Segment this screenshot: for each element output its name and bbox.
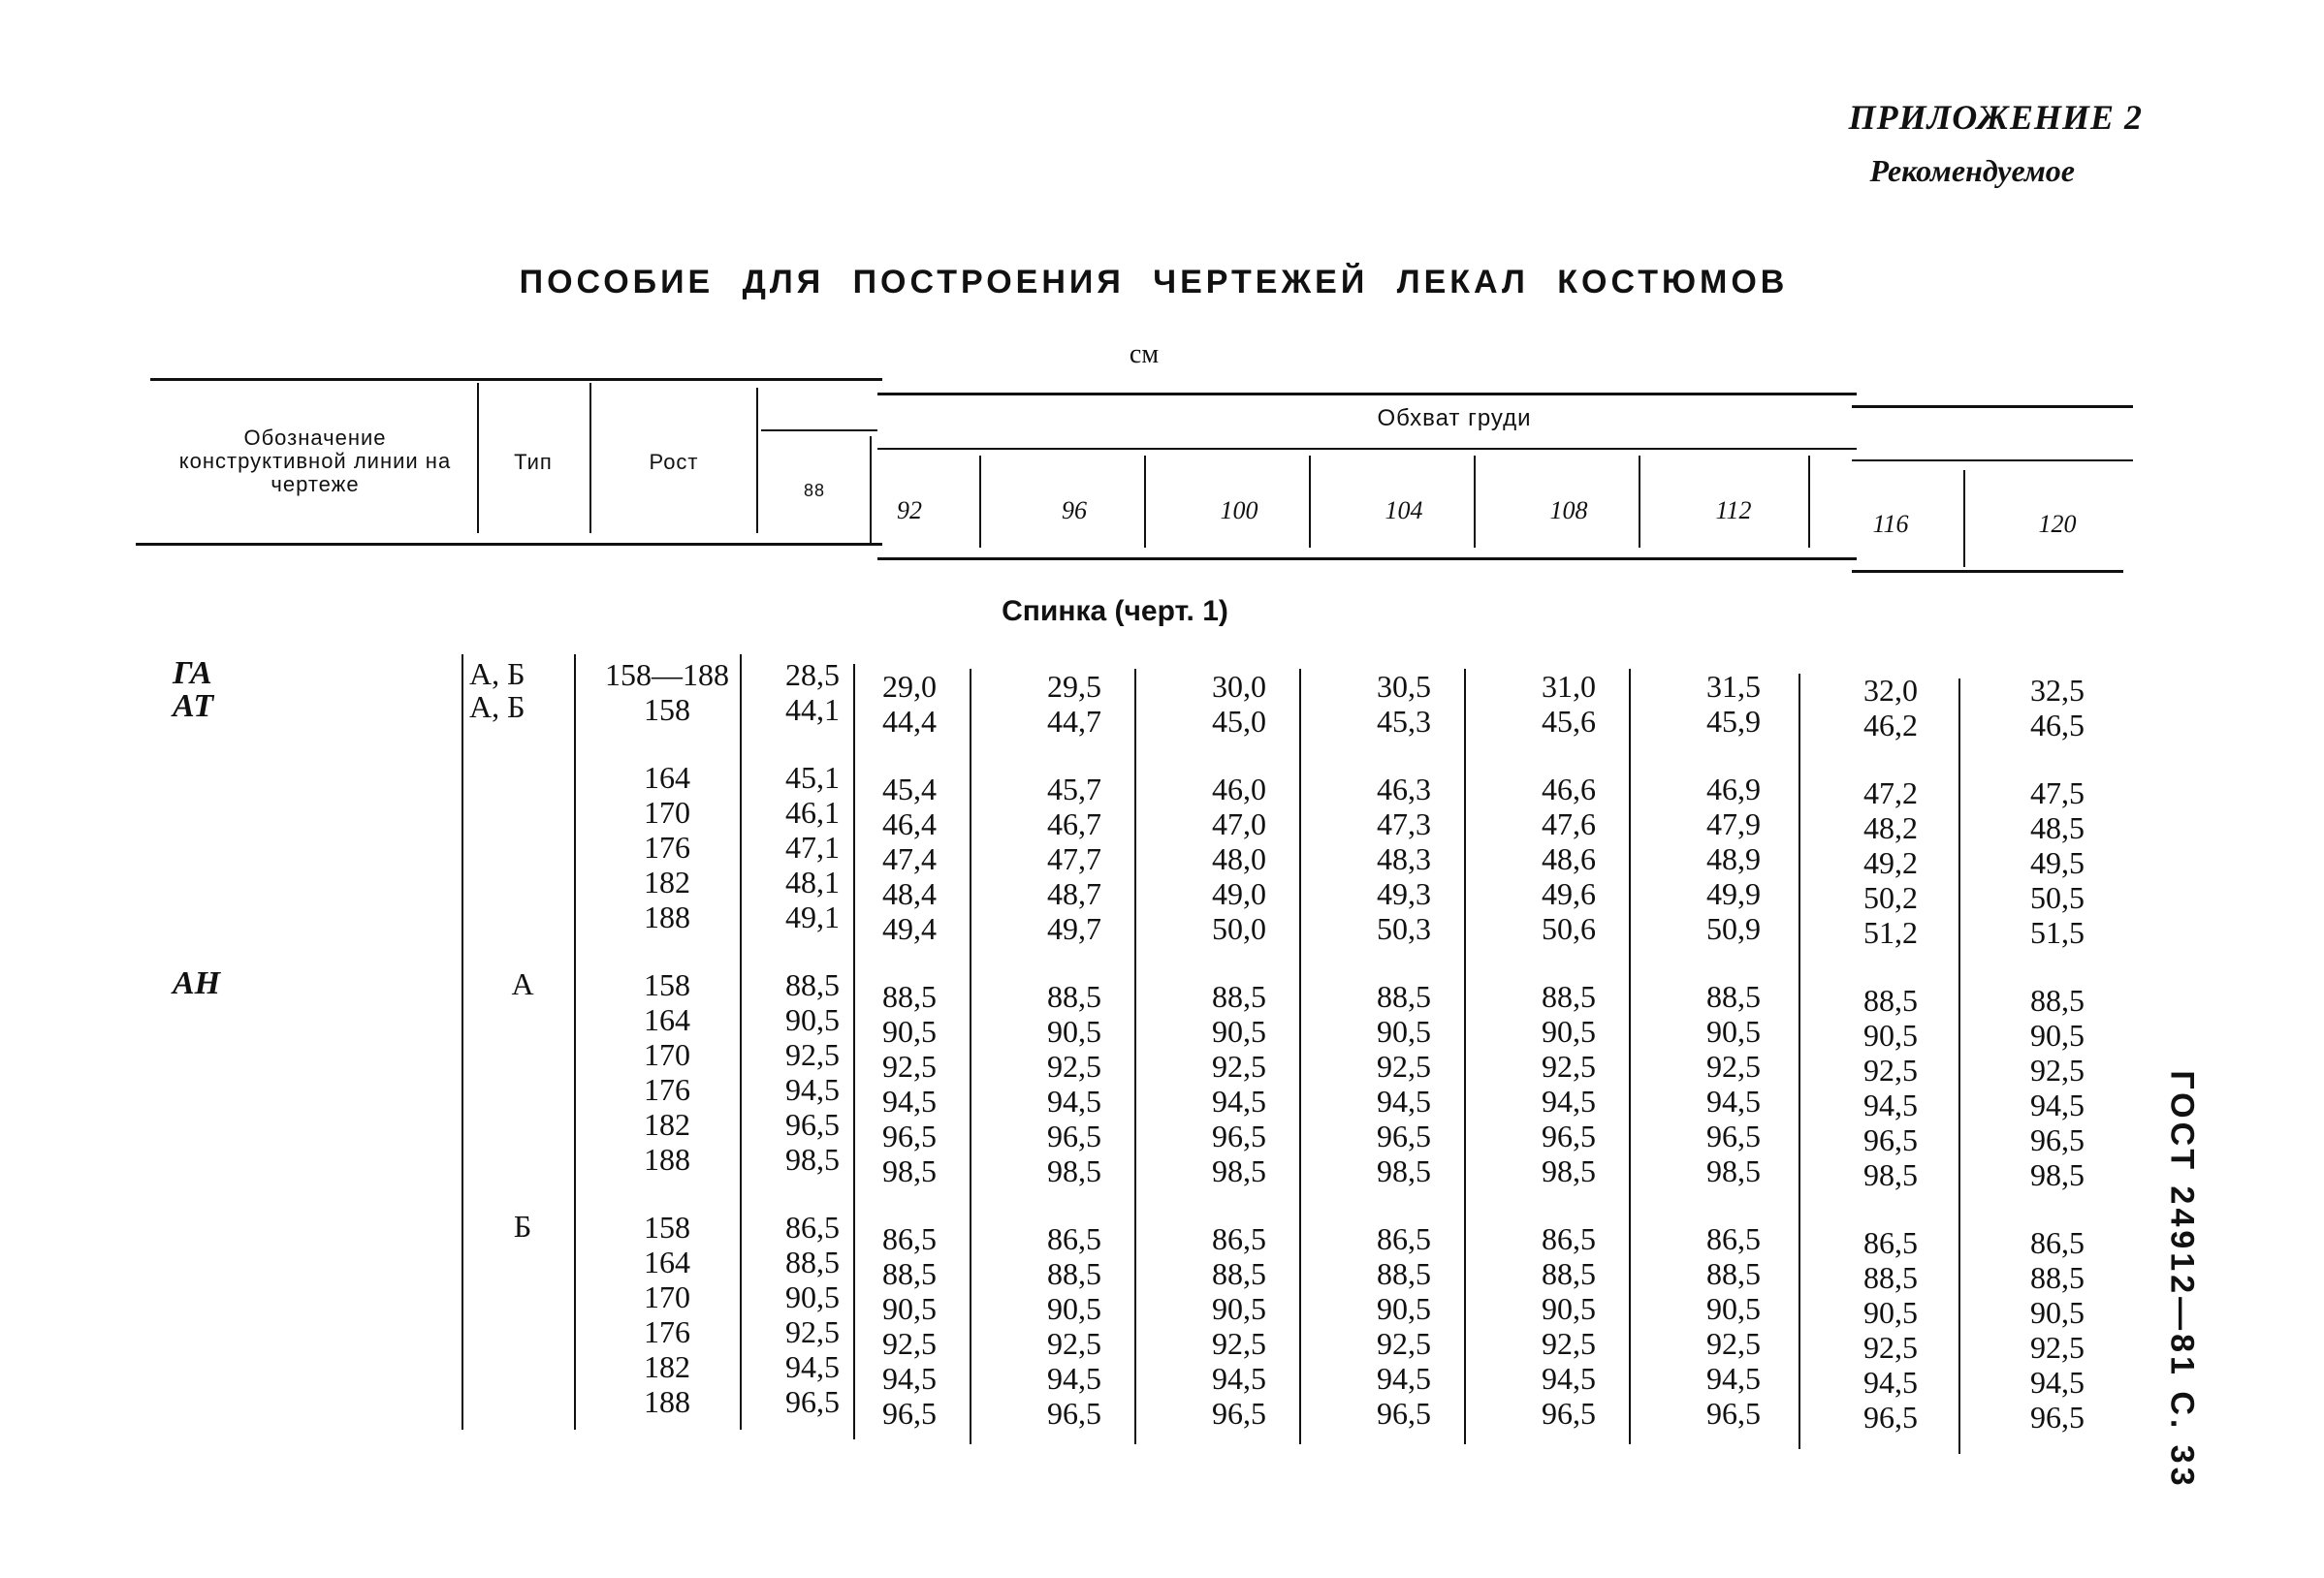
an-row-value: 96,5 [1377,1119,1431,1153]
an-row-value: 94,5 [1212,1084,1266,1119]
b-row-value: 92,5 [1377,1326,1431,1361]
body-sep-10 [1799,674,1800,1449]
b-row-value: 92,5 [1542,1326,1596,1361]
at-row-value: 44,4 [882,704,937,739]
b-row-value: 94,5 [1047,1361,1101,1396]
height-cell: 170 [644,1279,690,1314]
at-row-value: 47,7 [1047,841,1101,876]
header-bottom-rule-mid [877,557,1857,560]
b-row-value: 92,5 [1863,1330,1918,1365]
at-row-value: 50,2 [1863,880,1918,915]
at-row-value: 46,3 [1377,772,1431,806]
at-row-value: 46,1 [785,795,840,830]
at-row-value: 48,1 [785,865,840,899]
height-cell: 188 [644,1142,690,1177]
height-cell: 170 [644,795,690,830]
an-row-value: 90,5 [1706,1014,1761,1049]
an-row-value: 94,5 [1863,1088,1918,1122]
an-row-value: 96,5 [1863,1122,1918,1157]
b-row-value: 96,5 [882,1396,937,1431]
designation-header: Обозначение конструктивной линии на чертеже [178,426,452,496]
an-row-value: 92,5 [785,1037,840,1072]
ga-row-value: 31,5 [1706,669,1761,704]
an-row-value: 90,5 [1212,1014,1266,1049]
an-row-value: 96,5 [1542,1119,1596,1153]
at-row-value: 49,6 [1542,876,1596,911]
at-row-value: 49,3 [1377,876,1431,911]
at-row-value: 47,9 [1706,806,1761,841]
chest-column-header: 120 [2038,510,2077,538]
height-cell: 176 [644,1314,690,1349]
at-row-value: 50,6 [1542,911,1596,946]
body-sep-1 [462,654,463,1430]
an-row-value: 98,5 [1863,1157,1918,1192]
at-row-value: 48,9 [1706,841,1761,876]
at-row-value: 48,4 [882,876,937,911]
standard-page-label: ГОСТ 24912—81 С. 33 [2163,1069,2201,1490]
b-row-value: 96,5 [1047,1396,1101,1431]
b-row-value: 96,5 [1212,1396,1266,1431]
b-row-value: 88,5 [1377,1256,1431,1291]
header-bottom-rule-left [136,543,882,546]
body-sep-2 [574,654,576,1430]
b-row-value: 86,5 [1542,1221,1596,1256]
an-row-value: 98,5 [1047,1153,1101,1188]
height-cell: 176 [644,830,690,865]
b-row-value: 90,5 [1706,1291,1761,1326]
an-row-value: 88,5 [1047,979,1101,1014]
b-row-value: 96,5 [2030,1400,2085,1435]
an-row-value: 94,5 [1542,1084,1596,1119]
b-row-value: 96,5 [1706,1396,1761,1431]
an-row-value: 94,5 [785,1072,840,1107]
at-row-value: 45,9 [1706,704,1761,739]
height-cell: 164 [644,760,690,795]
an-row-value: 90,5 [1542,1014,1596,1049]
an-row-value: 88,5 [882,979,937,1014]
b-row-value: 86,5 [785,1210,840,1245]
designation-code: АТ [173,688,214,724]
at-row-value: 50,0 [1212,911,1266,946]
hdr-sep-2 [589,383,591,533]
header-top-rule-right [1852,405,2133,408]
hdr-sep-5 [979,456,981,548]
an-row-value: 88,5 [1863,983,1918,1018]
b-row-value: 88,5 [882,1256,937,1291]
designation-code: ГА [173,655,212,691]
an-row-value: 94,5 [2030,1088,2085,1122]
at-row-value: 47,4 [882,841,937,876]
annex-title: ПРИЛОЖЕНИЕ 2 [1848,98,2143,137]
at-row-value: 46,4 [882,806,937,841]
body-sep-11 [1958,679,1960,1454]
hdr-sep-4 [870,436,872,543]
at-row-value: 45,0 [1212,704,1266,739]
b-row-value: 92,5 [2030,1330,2085,1365]
an-row-value: 90,5 [2030,1018,2085,1053]
chest-girth-rule [877,448,1857,450]
hdr-sep-8 [1474,456,1476,548]
at-row-value: 47,1 [785,830,840,865]
type-header: Тип [514,450,553,474]
an-row-value: 92,5 [1047,1049,1101,1084]
hdr-sep-1 [477,383,479,533]
b-row-value: 88,5 [2030,1260,2085,1295]
type-cell: А, Б [469,656,525,691]
an-row-value: 92,5 [1212,1049,1266,1084]
at-row-value: 51,5 [2030,915,2085,950]
b-row-value: 86,5 [2030,1225,2085,1260]
an-row-value: 94,5 [1377,1084,1431,1119]
an-row-value: 88,5 [1212,979,1266,1014]
an-row-value: 94,5 [1047,1084,1101,1119]
an-row-value: 96,5 [1047,1119,1101,1153]
unit-label: см [1129,339,1160,369]
at-row-value: 48,2 [1863,810,1918,845]
at-row-value: 44,1 [785,692,840,727]
ga-row-value: 29,5 [1047,669,1101,704]
an-row-value: 98,5 [1542,1153,1596,1188]
hdr-sep-10 [1808,456,1810,548]
b-row-value: 94,5 [2030,1365,2085,1400]
b-row-value: 88,5 [1047,1256,1101,1291]
height-cell: 182 [644,1349,690,1384]
height-cell: 188 [644,899,690,934]
chest-girth-header: Обхват груди [1377,405,1532,431]
an-row-value: 94,5 [882,1084,937,1119]
b-row-value: 86,5 [882,1221,937,1256]
at-row-value: 47,0 [1212,806,1266,841]
height-cell: 176 [644,1072,690,1107]
at-row-value: 48,3 [1377,841,1431,876]
designation-code: АН [173,965,221,1001]
hdr-sep-9 [1639,456,1640,548]
an-row-value: 92,5 [1542,1049,1596,1084]
body-sep-6 [1134,669,1136,1444]
an-row-value: 88,5 [1706,979,1761,1014]
at-row-value: 50,3 [1377,911,1431,946]
type-cell: А, Б [469,689,525,724]
at-row-value: 49,4 [882,911,937,946]
at-row-value: 46,7 [1047,806,1101,841]
an-row-value: 88,5 [785,967,840,1002]
ga-row-value: 28,5 [785,657,840,692]
side-label-box [2162,1047,2201,1512]
hdr-sep-3 [756,388,758,533]
an-row-value: 98,5 [785,1142,840,1177]
at-row-value: 46,9 [1706,772,1761,806]
b-row-value: 86,5 [1047,1221,1101,1256]
chest-column-header: 100 [1220,496,1258,524]
header-top-rule-left [150,378,882,381]
b-row-value: 90,5 [1542,1291,1596,1326]
an-row-value: 94,5 [1706,1084,1761,1119]
document-title: ПОСОБИЕ ДЛЯ ПОСТРОЕНИЯ ЧЕРТЕЖЕЙ ЛЕКАЛ КОСТЮМОВ [519,264,1789,300]
b-row-value: 90,5 [2030,1295,2085,1330]
b-row-value: 96,5 [1377,1396,1431,1431]
type-cell: А [511,966,534,1001]
at-row-value: 51,2 [1863,915,1918,950]
b-row-value: 96,5 [1542,1396,1596,1431]
at-row-value: 48,6 [1542,841,1596,876]
an-row-value: 98,5 [1377,1153,1431,1188]
at-row-value: 45,6 [1542,704,1596,739]
an-row-value: 88,5 [1377,979,1431,1014]
b-row-value: 94,5 [1212,1361,1266,1396]
b-row-value: 90,5 [882,1291,937,1326]
body-sep-7 [1299,669,1301,1444]
body-sep-9 [1629,669,1631,1444]
chest-girth-rule-right [1852,459,2133,461]
at-row-value: 47,5 [2030,775,2085,810]
an-row-value: 96,5 [1706,1119,1761,1153]
b-row-value: 94,5 [1542,1361,1596,1396]
chest-column-header: 96 [1062,496,1087,524]
type-cell: Б [513,1209,532,1244]
an-row-value: 92,5 [2030,1053,2085,1088]
height-cell: 158 [644,692,690,727]
b-row-value: 92,5 [1706,1326,1761,1361]
height-cell: 182 [644,865,690,899]
ga-row-value: 31,0 [1542,669,1596,704]
chest-column-header: 104 [1385,496,1423,524]
b-row-value: 90,5 [1047,1291,1101,1326]
at-row-value: 49,9 [1706,876,1761,911]
b-row-value: 90,5 [1863,1295,1918,1330]
body-sep-5 [970,669,971,1444]
b-row-value: 86,5 [1863,1225,1918,1260]
col-88-header: 88 [803,481,826,500]
b-row-value: 92,5 [1212,1326,1266,1361]
height-cell: 170 [644,1037,690,1072]
chest-column-header: 92 [897,496,922,524]
height-cell: 182 [644,1107,690,1142]
b-row-value: 86,5 [1377,1221,1431,1256]
at-row-value: 49,5 [2030,845,2085,880]
ga-row-value: 30,5 [1377,669,1431,704]
ga-row-value: 29,0 [882,669,937,704]
b-row-value: 96,5 [1863,1400,1918,1435]
at-row-value: 49,2 [1863,845,1918,880]
at-row-value: 49,1 [785,899,840,934]
at-row-value: 47,2 [1863,775,1918,810]
b-row-value: 88,5 [1212,1256,1266,1291]
at-row-value: 46,2 [1863,708,1918,742]
b-row-value: 90,5 [1377,1291,1431,1326]
at-row-value: 45,7 [1047,772,1101,806]
ga-row-value: 32,0 [1863,673,1918,708]
chest-column-header: 116 [1872,510,1909,538]
an-row-value: 98,5 [1706,1153,1761,1188]
an-row-value: 92,5 [1377,1049,1431,1084]
header-top-rule-mid [877,393,1857,395]
at-row-value: 46,6 [1542,772,1596,806]
an-row-value: 88,5 [1542,979,1596,1014]
an-row-value: 98,5 [882,1153,937,1188]
an-row-value: 90,5 [1377,1014,1431,1049]
b-row-value: 94,5 [785,1349,840,1384]
height-cell: 158 [644,1210,690,1245]
height-cell: 164 [644,1245,690,1279]
at-row-value: 48,7 [1047,876,1101,911]
an-row-value: 92,5 [1863,1053,1918,1088]
b-row-value: 94,5 [1377,1361,1431,1396]
b-row-value: 92,5 [785,1314,840,1349]
at-row-value: 49,0 [1212,876,1266,911]
an-row-value: 92,5 [882,1049,937,1084]
height-cell: 188 [644,1384,690,1419]
at-row-value: 45,4 [882,772,937,806]
b-row-value: 94,5 [1863,1365,1918,1400]
b-row-value: 92,5 [882,1326,937,1361]
section-title: Спинка (черт. 1) [1002,595,1228,627]
b-row-value: 88,5 [1706,1256,1761,1291]
hdr-sep-11 [1963,470,1965,567]
an-row-value: 90,5 [1863,1018,1918,1053]
chest-column-header: 112 [1715,496,1752,524]
b-row-value: 88,5 [785,1245,840,1279]
at-row-value: 45,1 [785,760,840,795]
height-cell: 164 [644,1002,690,1037]
an-row-value: 98,5 [1212,1153,1266,1188]
b-row-value: 94,5 [882,1361,937,1396]
ga-row-value: 30,0 [1212,669,1266,704]
an-row-value: 96,5 [785,1107,840,1142]
height-cell: 158—188 [605,657,729,692]
b-row-value: 92,5 [1047,1326,1101,1361]
hdr-sep-7 [1309,456,1311,548]
an-row-value: 90,5 [1047,1014,1101,1049]
b-row-value: 90,5 [785,1279,840,1314]
b-row-value: 94,5 [1706,1361,1761,1396]
an-row-value: 96,5 [2030,1122,2085,1157]
height-header: Рост [649,450,699,474]
at-row-value: 48,5 [2030,810,2085,845]
an-row-value: 90,5 [882,1014,937,1049]
an-row-value: 90,5 [785,1002,840,1037]
an-row-value: 88,5 [2030,983,2085,1018]
at-row-value: 49,7 [1047,911,1101,946]
b-row-value: 86,5 [1706,1221,1761,1256]
at-row-value: 48,0 [1212,841,1266,876]
at-row-value: 46,0 [1212,772,1266,806]
an-row-value: 96,5 [882,1119,937,1153]
height-cell: 158 [644,967,690,1002]
at-row-value: 50,9 [1706,911,1761,946]
at-row-value: 50,5 [2030,880,2085,915]
chest-column-header: 108 [1549,496,1588,524]
an-row-value: 92,5 [1706,1049,1761,1084]
at-row-value: 45,3 [1377,704,1431,739]
an-row-value: 96,5 [1212,1119,1266,1153]
at-row-value: 47,6 [1542,806,1596,841]
an-row-value: 98,5 [2030,1157,2085,1192]
annex-subtitle: Рекомендуемое [1869,153,2075,188]
ga-row-value: 32,5 [2030,673,2085,708]
col88-rule [761,429,877,431]
b-row-value: 88,5 [1863,1260,1918,1295]
body-sep-8 [1464,669,1466,1444]
at-row-value: 47,3 [1377,806,1431,841]
at-row-value: 46,5 [2030,708,2085,742]
b-row-value: 88,5 [1542,1256,1596,1291]
header-bottom-rule-right [1852,570,2123,573]
hdr-sep-6 [1144,456,1146,548]
b-row-value: 90,5 [1212,1291,1266,1326]
at-row-value: 44,7 [1047,704,1101,739]
b-row-value: 96,5 [785,1384,840,1419]
b-row-value: 86,5 [1212,1221,1266,1256]
